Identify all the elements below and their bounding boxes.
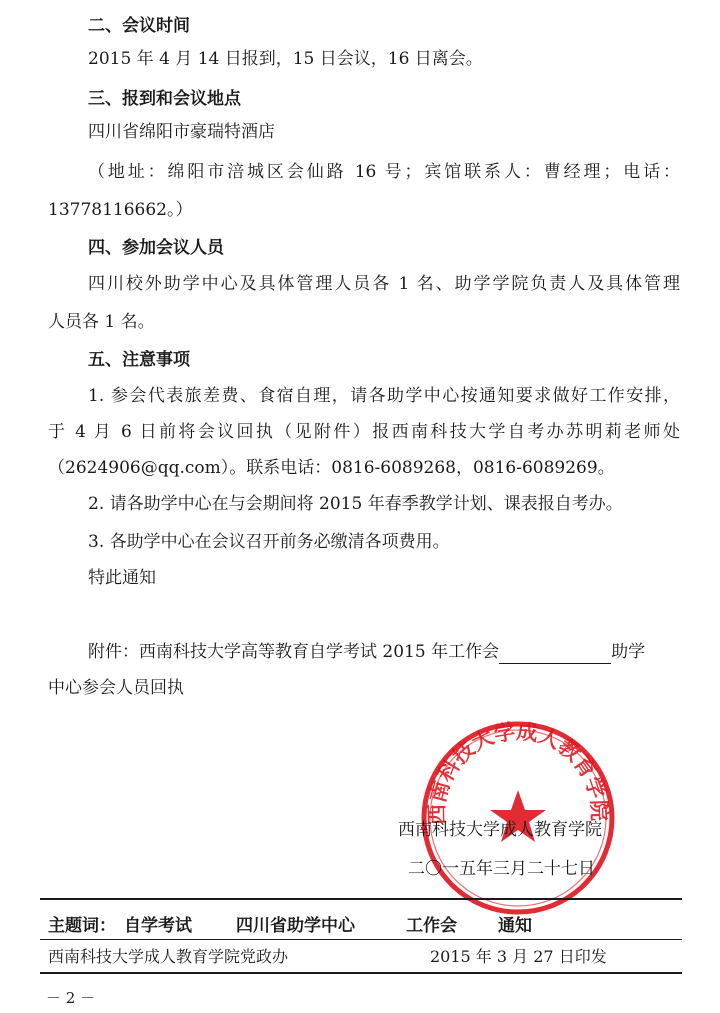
section-2-text: 2015 年 4 月 14 日报到，15 日会议，16 日离会。 — [88, 49, 483, 69]
footer-issuer: 西南科技大学成人教育学院党政办 — [48, 947, 289, 966]
signature-date: 二〇一五年三月二十七日 — [408, 859, 595, 879]
attachment-suffix: 助学 — [611, 642, 646, 662]
footer-middle-rule — [40, 939, 682, 940]
section-5-item-1-line-1: 1. 参会代表旅差费、食宿自理，请各助学中心按通知要求做好工作安排， — [88, 386, 680, 406]
keyword-4: 通知 — [498, 916, 532, 936]
section-4-heading: 四、参加会议人员 — [88, 238, 224, 258]
keyword-3: 工作会 — [406, 916, 457, 936]
section-5-item-2: 2. 请各助学中心在与会期间将 2015 年春季教学计划、课表报自考办。 — [88, 494, 623, 514]
section-2-heading: 二、会议时间 — [88, 16, 190, 36]
page-number: － 2 － — [46, 989, 96, 1007]
section-3-address-line-1: （地址：绵阳市涪城区会仙路 16 号；宾馆联系人：曹经理；电话： — [88, 162, 680, 182]
keyword-2: 四川省助学中心 — [236, 916, 355, 936]
svg-text:西南科技大学成人教育学院: 西南科技大学成人教育学院 — [424, 719, 612, 826]
attachment-prefix: 附件：西南科技大学高等教育自学考试 2015 年工作会 — [88, 642, 500, 662]
section-4-text-line-2: 人员各 1 名。 — [48, 312, 155, 332]
section-5-item-1-line-2: 于 4 月 6 日前将会议回执（见附件）报西南科技大学自考办苏明莉老师处 — [48, 422, 680, 442]
attachment-line-1 — [88, 640, 645, 664]
section-3-heading: 三、报到和会议地点 — [88, 89, 241, 109]
footer-print-date: 2015 年 3 月 27 日印发 — [430, 947, 607, 966]
keyword-1: 自学考试 — [124, 916, 192, 936]
section-3-place: 四川省绵阳市豪瑞特酒店 — [88, 122, 275, 142]
section-3-address-line-2: 13778116662。） — [48, 200, 193, 220]
signature-organization: 西南科技大学成人教育学院 — [398, 820, 602, 840]
section-5-item-3: 3. 各助学中心在会议召开前务必缴清各项费用。 — [88, 532, 450, 552]
section-5-heading: 五、注意事项 — [88, 350, 190, 370]
keywords-label: 主题词： — [48, 916, 116, 936]
footer-top-rule — [40, 898, 682, 900]
attachment-line-2: 中心参会人员回执 — [48, 678, 184, 698]
attachment-blank — [499, 645, 611, 664]
closing-text: 特此通知 — [88, 568, 156, 588]
section-4-text-line-1: 四川校外助学中心及具体管理人员各 1 名、助学学院负责人及具体管理 — [88, 274, 680, 294]
section-5-item-1-line-3: （2624906@qq.com）。联系电话：0816-6089268，0816-6089269。 — [48, 458, 615, 478]
footer-bottom-rule — [40, 972, 682, 974]
